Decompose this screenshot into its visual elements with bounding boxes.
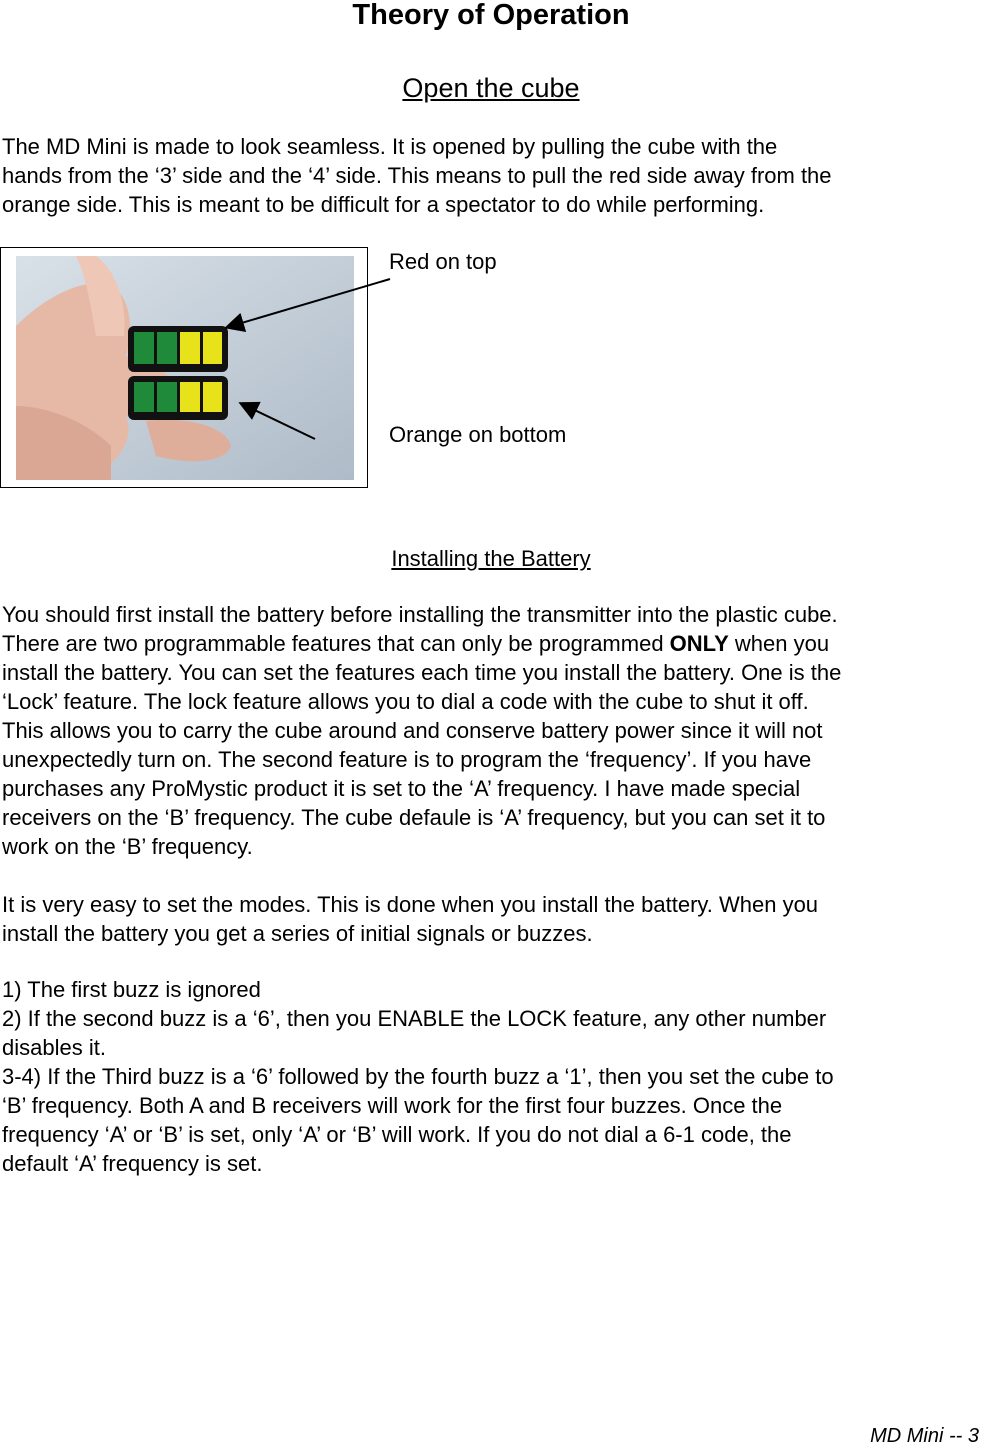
battery-paragraph-end: when you install the battery. You can set the features each time you install the battery. One is the ‘Lock’ feature. The lock feature allows you to dial a code with the cube to shut it off. This allows you to carry the cube around and conserve battery power since it will not unexpectedly turn on. The second feature is to program the ‘frequency’. If you have purchases any ProMystic product it is set to the ‘A’ frequency. I have made special receivers on the ‘B’ frequency. The cube defaule is ‘A’ frequency, but you can set it to work on the ‘B’ frequency. — [2, 631, 842, 859]
open-cube-paragraph: The MD Mini is made to look seamless. It is opened by pulling the cube with the hands from the ‘3’ side and the ‘4’ side. This means to pull the red side away from the orange side. This is meant to be difficult for a spectator to do while performing. — [2, 134, 832, 217]
section-heading-battery: Installing the Battery — [391, 546, 591, 571]
modes-paragraph: It is very easy to set the modes. This is done when you install the battery. When you install the battery you get a series of initial signals or buzzes. — [2, 892, 819, 946]
red-on-top-arrow — [228, 279, 390, 327]
callout-arrows — [0, 247, 400, 497]
page-title: Theory of Operation — [352, 0, 630, 31]
red-on-top-label: Red on top — [389, 249, 497, 274]
orange-on-bottom-label: Orange on bottom — [389, 422, 567, 447]
battery-paragraph — [2, 600, 982, 861]
page-footer: MD Mini -- 3 — [870, 1425, 979, 1447]
orange-on-bottom-arrow — [242, 404, 315, 439]
section-heading-open-cube: Open the cube — [402, 73, 580, 103]
battery-paragraph-start: You should first install the battery before installing the transmitter into the plastic cube. There are two programmable features that can only be programmed — [2, 602, 838, 656]
only-emphasis: ONLY — [669, 631, 729, 656]
buzz-steps-list: 1) The first buzz is ignored 2) If the second buzz is a ‘6’, then you ENABLE the LOCK feature, any other number disables it. 3-4) If the Third buzz is a ‘6’ followed by the fourth buzz a ‘1’, then you set the cube to ‘B’ frequency. Both A and B receivers will work for the first four buzzes. Once the frequency ‘A’ or ‘B’ is set, only ‘A’ or ‘B’ will work. If you do not dial a 6-1 code, the default ‘A’ frequency is set. — [2, 977, 834, 1176]
